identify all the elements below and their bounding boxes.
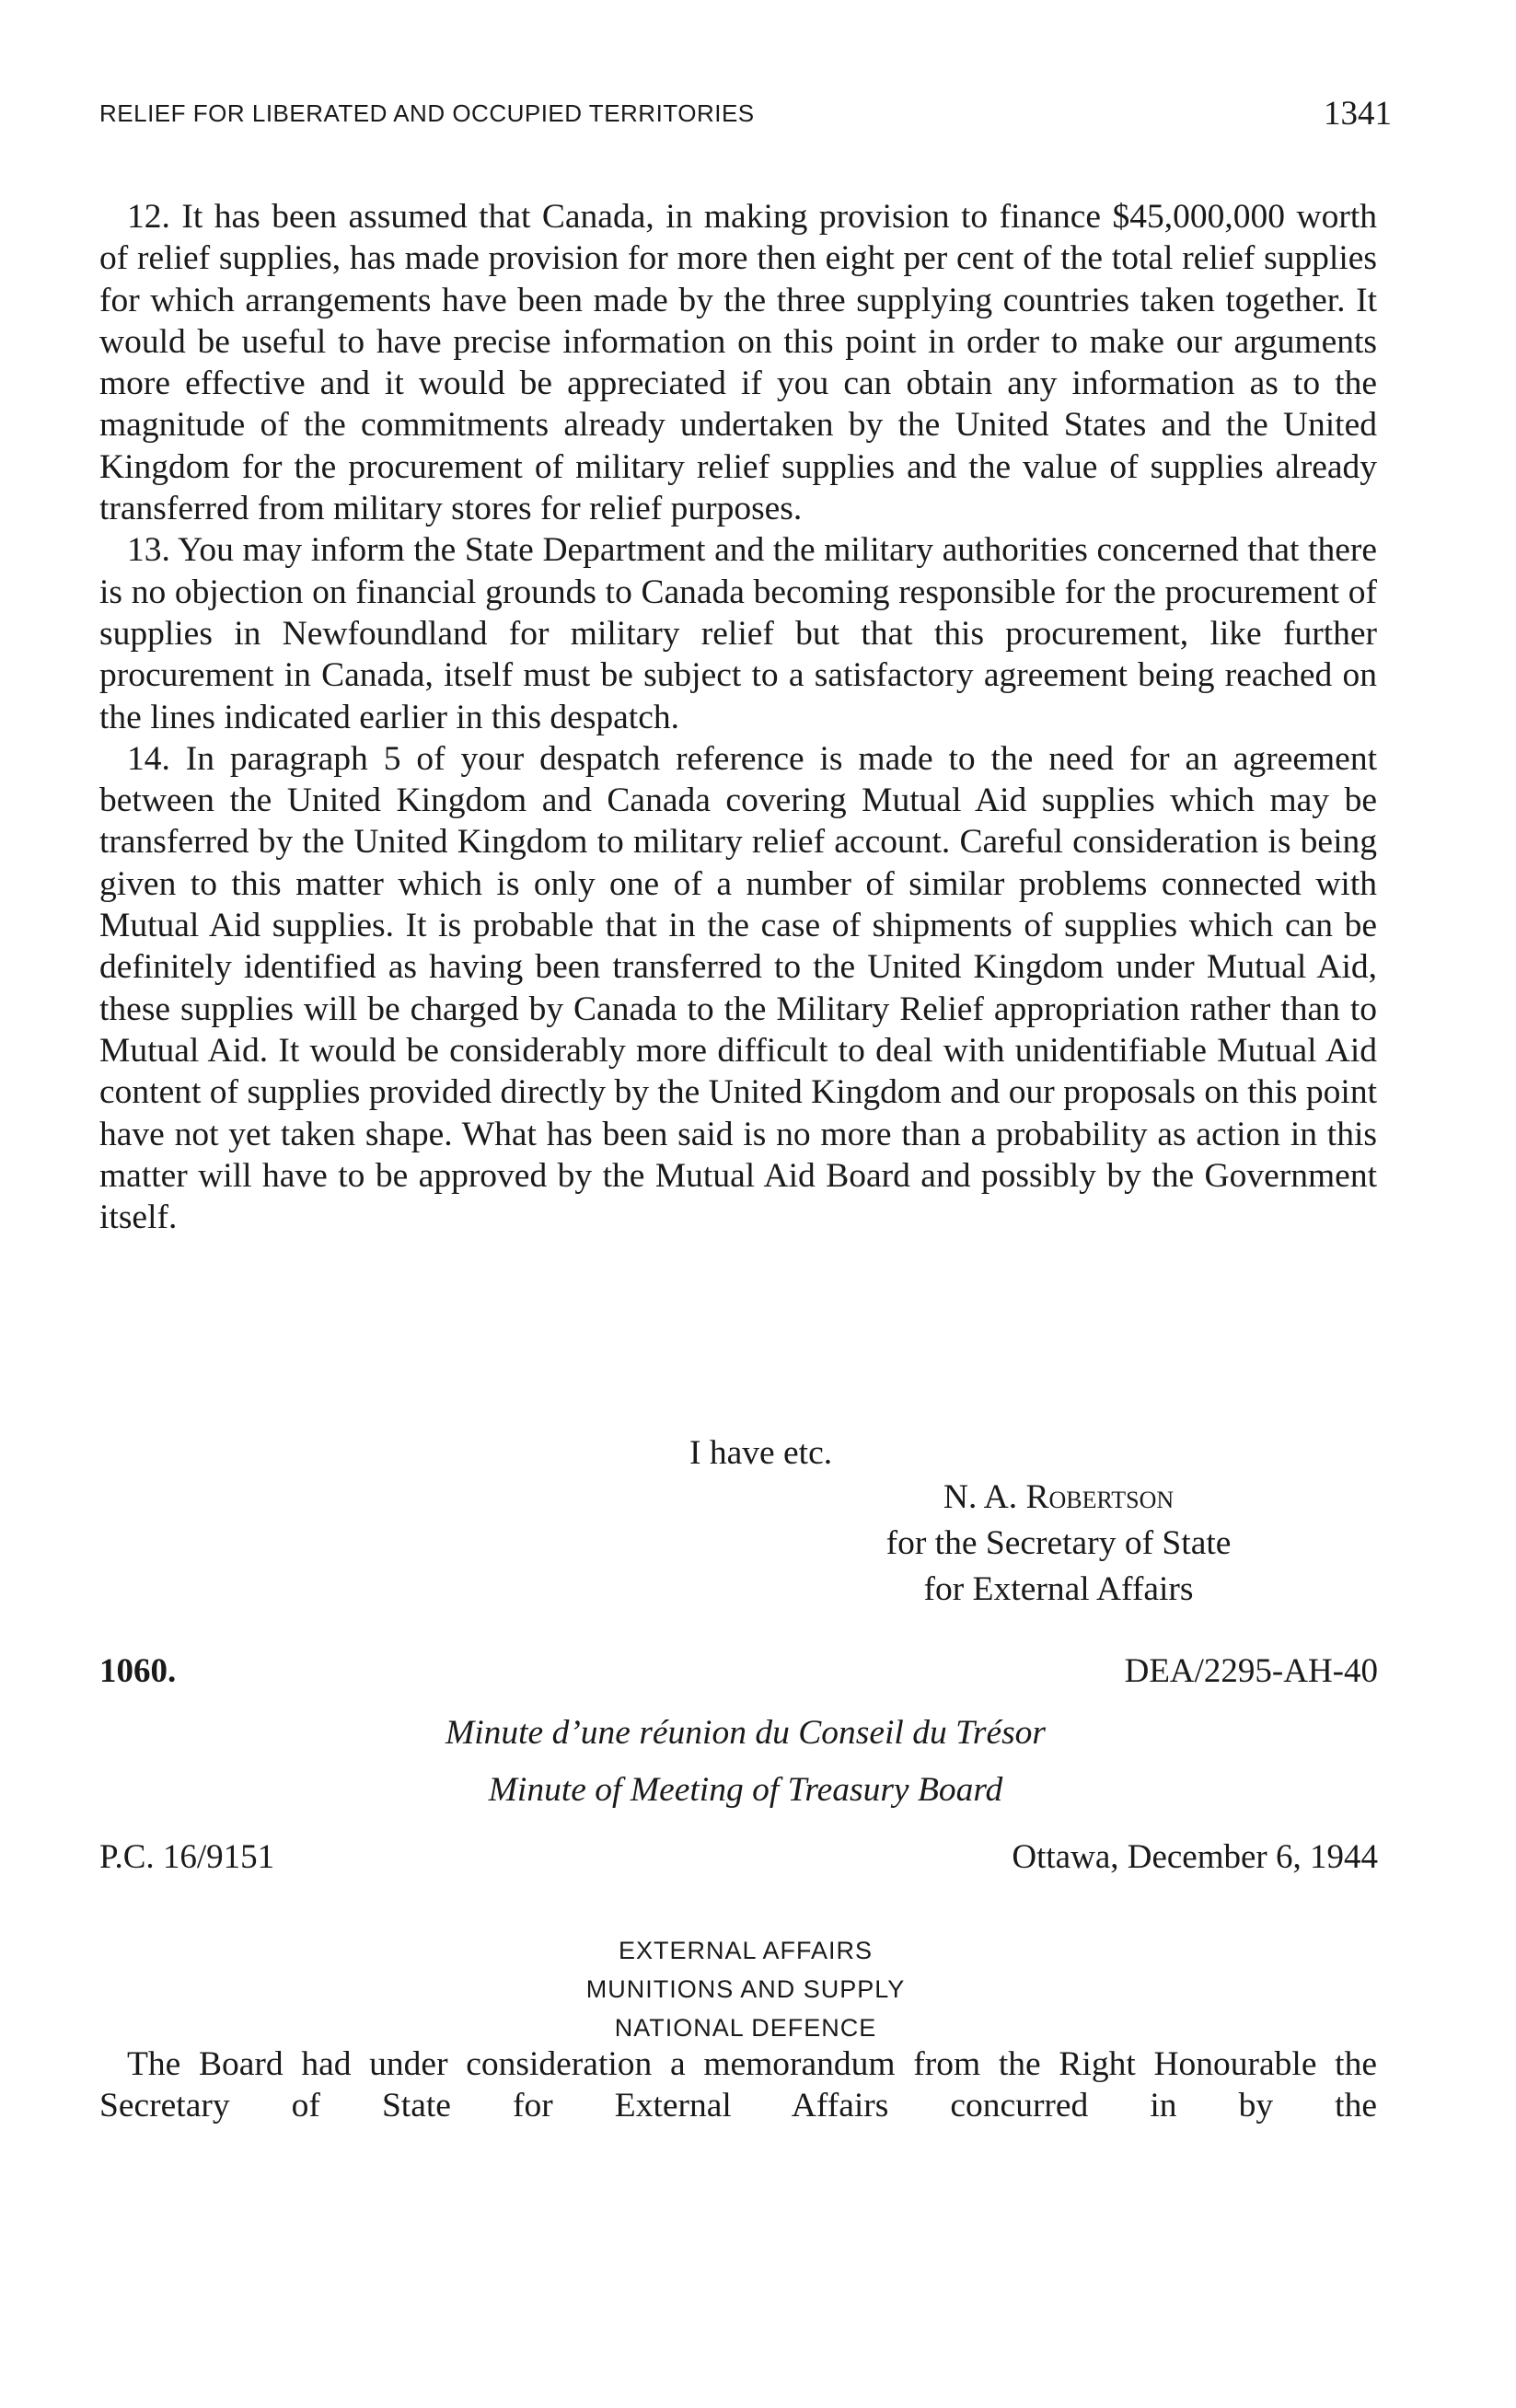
minute-opening-paragraph: The Board had under consideration a memorandum from the Right Honourable the Secretary of State for External Affairs concurred in by the [99,2045,1377,2125]
signatory-title-line-2: for External Affairs [923,1570,1194,1608]
minute-body [99,2043,1377,2127]
paragraph-14: 14. In paragraph 5 of your despatch reference is made to the need for an agreement between the United Kingdom and Canada covering Mutual Aid supplies which may be transferred by the United Kingdom to military relief account. Careful consideration is being given to this matter which is only one of a number of similar problems connected with Mutual Aid supplies. It is probable that in the case of shipments of supplies which can be definitely identified as having been transferred to the United Kingdom under Mutual Aid, these supplies will be charged by Canada to the Military Relief appropriation rather than to Mutual Aid. It would be considerably more difficult to deal with unidentifiable Mutual Aid content of supplies provided directly by the United Kingdom and our proposals on this point have not yet taken shape. What has been said is no more than a probability as action in this matter will have to be approved by the Mutual Aid Board and possibly by the Government itself. [99,739,1377,1237]
signatory-name: N. A. Robertson [943,1478,1175,1516]
department-national-defence: NATIONAL DEFENCE [614,2014,877,2042]
department-list [99,1931,1392,2047]
document-number: 1060. [99,1652,177,1690]
signature-block [847,1475,1270,1613]
paragraph-13: 13. You may inform the State Department and the military authorities concerned that there is no objection on financial grounds to Canada becoming responsible for the procurement of supplies in Newfoundland for military relief but that this procurement, like further procurement in Canada, itself must be subject to a satisfactory agreement being reached on the lines indicated earlier in this despatch. [99,531,1377,736]
running-header [99,94,1392,131]
page-number: 1341 [1324,95,1392,133]
signatory-title-line-1: for the Secretary of State [885,1524,1232,1562]
place-date: Ottawa, December 6, 1944 [1012,1838,1378,1876]
title-french: Minute d’une réunion du Conseil du Trésor [445,1714,1047,1752]
title-english: Minute of Meeting of Treasury Board [488,1771,1003,1809]
running-title: RELIEF FOR LIBERATED AND OCCUPIED TERRITORIES [99,99,755,127]
closing-line: I have etc. [689,1434,833,1472]
despatch-body [99,196,1377,1238]
department-external-affairs: EXTERNAL AFFAIRS [618,1937,874,1964]
department-munitions-supply: MUNITIONS AND SUPPLY [585,1975,906,2003]
pc-number: P.C. 16/9151 [99,1838,275,1876]
minute-titles [99,1705,1392,1819]
paragraph-12: 12. It has been assumed that Canada, in making provision to finance $45,000,000 worth of relief supplies, has made provision for more then eight per cent of the total relief supplies for which arrangements have been made by the three supplying countries taken together. It would be useful to have precise information on this point in order to make our arguments more effective and it would be appreciated if you can obtain any information as to the magnitude of the commitments already undertaken by the United States and the United Kingdom for the procurement of military relief supplies and the value of supplies already transferred from military stores for relief purposes. [99,198,1377,528]
document-reference: DEA/2295-AH-40 [1124,1652,1378,1690]
